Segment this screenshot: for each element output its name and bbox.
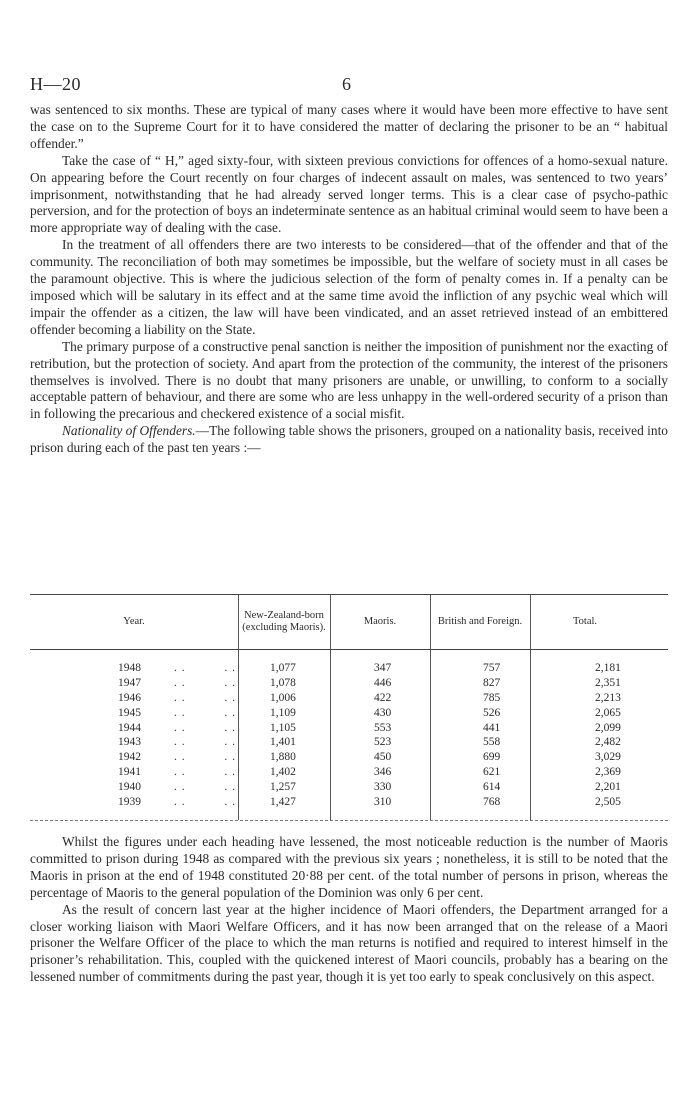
table-row [30,692,668,707]
body-text-bottom [30,834,668,986]
paragraph: was sentenced to six months. These are typical of many cases where it would have been more effective to have sent the case on to the Supreme Court for it to have considered the matter of declaring the prisoner to be an “ habitual offender.” [30,102,668,151]
page-number: 6 [342,74,351,94]
cell-british-foreign: 526 [483,706,501,719]
cell-year: 1940 [118,781,141,794]
cell-nz-born: 1,077 [270,662,296,674]
cell-maoris: 553 [374,721,392,734]
cell-total: 2,482 [595,736,621,749]
cell-nz-born: 1,427 [270,796,296,809]
cell-leader: . . . . [174,736,236,749]
table-row [30,736,668,751]
cell-nz-born: 1,257 [270,781,296,794]
table-header [30,595,668,650]
cell-maoris: 523 [374,736,392,749]
cell-total: 2,065 [595,706,621,719]
header-maoris: Maoris. [363,616,397,627]
cell-year: 1948 [118,662,141,674]
table-row [30,796,668,811]
cell-british-foreign: 614 [483,781,501,794]
cell-year: 1943 [118,736,141,749]
cell-maoris: 450 [374,751,392,764]
paragraph: Whilst the figures under each heading have lessened, the most noticeable reduction is the number of Maoris committed to prison during 1948 as compared with the previous six years ; nonetheless, it is still to be noted that the Maoris in prison at the end of 1948 constituted 20·88 per cent. of the total number of persons in prison, whereas the percentage of Maoris to the general population of the Dominion was only 6 per cent. [30,834,668,900]
header-british-foreign: British and Foreign. [437,616,523,627]
cell-total: 2,369 [595,766,621,779]
cell-nz-born: 1,078 [270,676,296,689]
cell-nz-born: 1,006 [270,691,296,704]
cell-total: 2,213 [595,691,621,704]
table-row [30,751,668,766]
cell-maoris: 346 [374,766,392,779]
cell-british-foreign: 621 [483,766,501,779]
cell-leader: . . . . [174,662,236,674]
paragraph: In the treatment of all offenders there are two interests to be considered—that of the offender and that of the community. The reconciliation of both may sometimes be impossible, but the welfare of society must in all cases be the paramount objective. This is where the judicious selection of the form of penalty comes in. If a penalty can be imposed which will be salutary in its effect and at the same time avoid the infliction of any psychic weal which will impair the offender as a citizen, the law will have been vindicated, and an asset retrieved instead of an embittered offender becoming a liability on the State. [30,237,668,337]
table-row [30,707,668,722]
header-nz-born: New-Zealand-born (excluding Maoris). [242,610,326,633]
cell-leader: . . . . [174,706,236,719]
cell-maoris: 310 [374,796,392,809]
cell-british-foreign: 785 [483,691,501,704]
cell-leader: . . . . [174,676,236,689]
cell-year: 1942 [118,751,141,764]
document-reference: H—20 [30,74,81,94]
table-bottom-rule [30,820,668,821]
header-total: Total. [572,616,598,627]
cell-leader: . . . . [174,781,236,794]
cell-year: 1941 [118,766,141,779]
cell-british-foreign: 768 [483,796,501,809]
cell-nz-born: 1,105 [270,721,296,734]
cell-leader: . . . . [174,766,236,779]
table-row [30,662,668,677]
table-row [30,722,668,737]
cell-total: 2,505 [595,796,621,809]
paragraph: The primary purpose of a constructive penal sanction is neither the imposition of punishment nor the exacting of retribution, but the protection of society. And apart from the protection of the community, the interest of the prisoners themselves is involved. There is no doubt that many prisoners are unable, or unwilling, to conform to a socially acceptable pattern of behaviour, and there are some who are less unhappy in the well-ordered security of a prison than in following the precarious and checkered existence of a social misfit. [30,338,668,422]
cell-year: 1939 [118,796,141,809]
cell-year: 1946 [118,691,141,704]
table-row [30,766,668,781]
cell-year: 1947 [118,676,141,689]
cell-maoris: 446 [374,676,392,689]
cell-maoris: 430 [374,706,392,719]
cell-leader: . . . . [174,691,236,704]
cell-total: 2,351 [595,676,621,689]
cell-total: 2,201 [595,781,621,794]
cell-leader: . . . . [174,721,236,734]
cell-leader: . . . . [174,796,236,809]
paragraph: As the result of concern last year at the higher incidence of Maori offenders, the Department arranged for a closer working liaison with Maori Welfare Officers, and it has now been arranged that on the release of a Maori prisoner the Welfare Officer of the place to which the man returns is notified and required to interest himself in the prisoner’s rehabilitation. This, coupled with the quickened interest of Maori councils, probably has a bearing on the lessened number of commitments during the past year, though it is yet too early to speak conclusively on this aspect. [30,901,668,985]
cell-british-foreign: 441 [483,721,501,734]
cell-nz-born: 1,401 [270,736,296,749]
cell-maoris: 330 [374,781,392,794]
section-intro: —The following table shows the prisoners, grouped on a nationality basis, received into prison during each of the past ten years :— [30,423,669,456]
header-year: Year. [123,616,145,627]
paragraph: Take the case of “ H,” aged sixty-four, with sixteen previous convictions for offences of a homo-sexual nature. On appearing before the Court recently on four charges of indecent assault on males, was sentenced to two years’ imprisonment, notwithstanding that he had already served longer terms. This is a clear case of psycho-pathic perversion, and for the protection of boys an indeterminate sentence as an habitual criminal would seem to have been a more appropriate way of dealing with the case. [30,152,668,236]
cell-nz-born: 1,109 [270,706,296,719]
cell-total: 2,181 [595,662,621,674]
table-body [30,662,668,811]
table-row [30,781,668,796]
cell-total: 3,029 [595,751,621,764]
cell-nz-born: 1,880 [270,751,296,764]
section-heading: Nationality of Offenders. [62,423,196,439]
cell-maoris: 347 [374,662,392,674]
cell-year: 1945 [118,706,141,719]
cell-british-foreign: 757 [483,662,501,674]
cell-maoris: 422 [374,691,392,704]
table-row [30,677,668,692]
body-text-top [30,102,668,457]
cell-british-foreign: 699 [483,751,501,764]
cell-year: 1944 [118,721,141,734]
cell-british-foreign: 558 [483,736,501,749]
cell-leader: . . . . [174,751,236,764]
cell-british-foreign: 827 [483,676,501,689]
section-paragraph [30,423,668,457]
cell-nz-born: 1,402 [270,766,296,779]
cell-total: 2,099 [595,721,621,734]
